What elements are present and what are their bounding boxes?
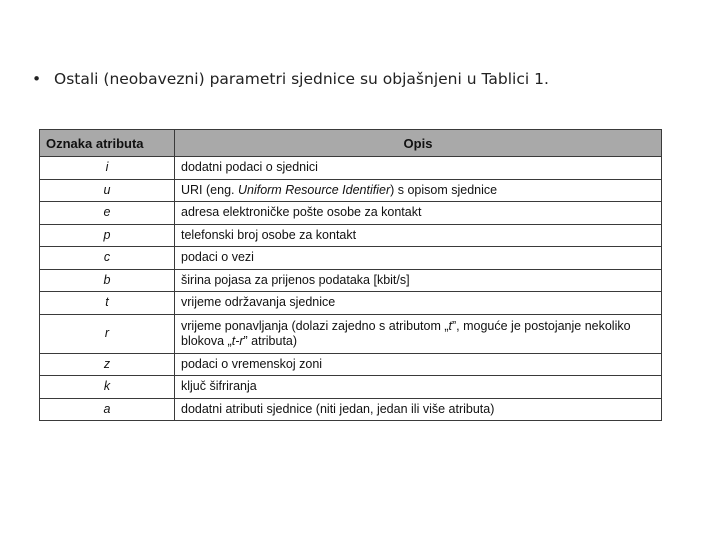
cell-oznaka: b [40,269,175,292]
opis-text: ” atributa) [243,333,298,348]
bullet-item [32,70,549,88]
opis-text: ) s opisom sjednice [390,182,498,197]
opis-text: ”, moguće je postojanje nekoliko blokova „ [181,318,631,348]
cell-oznaka: t [40,292,175,315]
table-row [40,292,662,315]
bullet-icon: • [32,70,42,88]
cell-opis [175,179,662,202]
cell-opis: dodatni atributi sjednice (niti jedan, jedan ili više atributa) [175,398,662,421]
cell-opis: telefonski broj osobe za kontakt [175,224,662,247]
attribute-table-container [39,129,662,421]
bullet-text: Ostali (neobavezni) parametri sjednice su objašnjeni u Tablici 1. [54,70,549,88]
table-row [40,202,662,225]
table-row [40,247,662,270]
cell-oznaka: k [40,376,175,399]
cell-opis: adresa elektroničke pošte osobe za kontakt [175,202,662,225]
cell-opis: podaci o vezi [175,247,662,270]
opis-italic-text: Uniform Resource Identifier [237,182,391,197]
cell-opis [175,314,662,353]
cell-opis: širina pojasa za prijenos podataka [kbit/s] [175,269,662,292]
table-row [40,314,662,353]
cell-oznaka: a [40,398,175,421]
table-row [40,157,662,180]
table-header-row [40,130,662,157]
cell-oznaka: z [40,353,175,376]
cell-oznaka: p [40,224,175,247]
cell-opis: dodatni podaci o sjednici [175,157,662,180]
table-row [40,398,662,421]
table-row [40,269,662,292]
opis-text: URI (eng. [181,182,238,197]
cell-oznaka: u [40,179,175,202]
table-row [40,376,662,399]
opis-italic-text: t-r [231,333,244,348]
attribute-table [39,129,662,421]
cell-oznaka: r [40,314,175,353]
cell-opis: vrijeme održavanja sjednice [175,292,662,315]
cell-oznaka: e [40,202,175,225]
cell-opis: ključ šifriranja [175,376,662,399]
cell-oznaka: i [40,157,175,180]
table-row [40,179,662,202]
cell-oznaka: c [40,247,175,270]
table-row [40,224,662,247]
opis-text: vrijeme ponavljanja (dolazi zajedno s atributom „ [181,318,449,333]
header-opis: Opis [175,130,662,157]
opis-italic-text: t [448,318,452,333]
cell-opis: podaci o vremenskoj zoni [175,353,662,376]
table-row [40,353,662,376]
header-oznaka: Oznaka atributa [40,130,175,157]
